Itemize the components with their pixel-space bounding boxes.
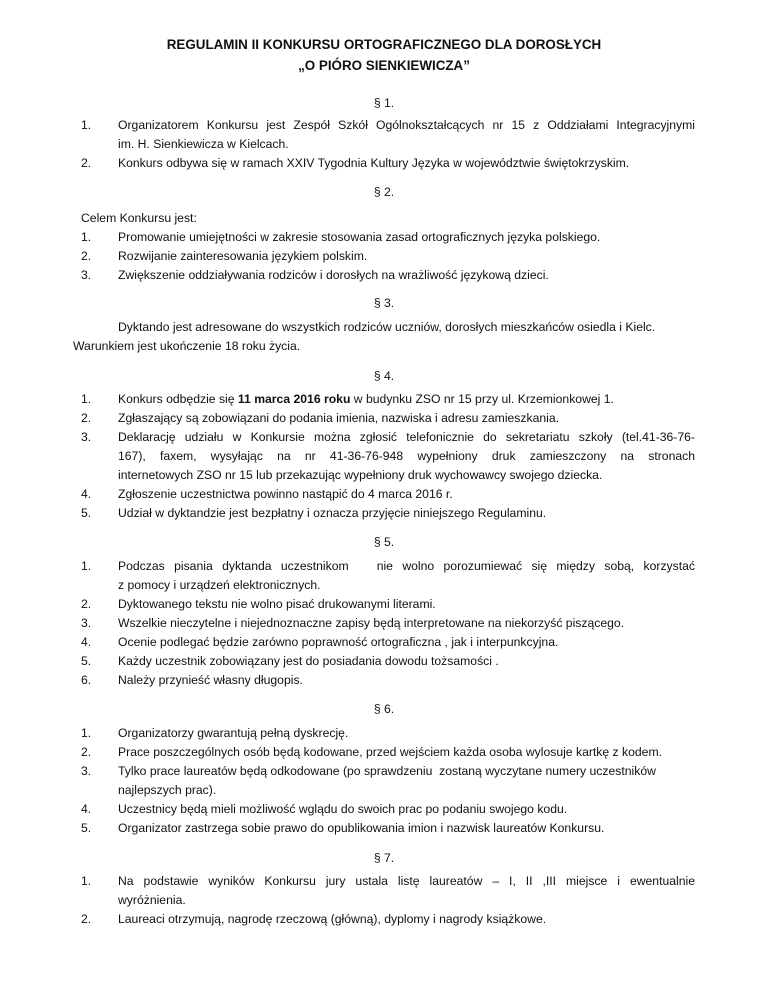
- section-heading-6: § 6.: [373, 702, 395, 716]
- list-number: 6.: [81, 673, 92, 687]
- list-text: Na podstawie wyników Konkursu jury ustala listę laureatów – I, II ,III miejsce i ewentualnie: [118, 874, 695, 888]
- list-number: 2.: [81, 411, 92, 425]
- list-text: Zgłaszający są zobowiązani do podania imienia, nazwiska i adresu zamieszkania.: [118, 411, 560, 425]
- list-text: [118, 390, 695, 409]
- list-number: 2.: [81, 745, 92, 759]
- list-number: 3.: [81, 616, 92, 630]
- list-number: 1.: [81, 874, 92, 888]
- list-number: 4.: [81, 802, 92, 816]
- list-number: 1.: [81, 726, 92, 740]
- list-text: Laureaci otrzymują, nagrodę rzeczową (główną), dyplomy i nagrody książkowe.: [118, 912, 547, 926]
- list-number: 1.: [81, 230, 92, 244]
- list-text: Tylko prace laureatów będą odkodowane (po sprawdzeniu zostaną wyczytane numery uczestników: [118, 764, 656, 778]
- list-text: Podczas pisania dyktanda uczestnikom nie wolno porozumiewać się między sobą, korzystać: [118, 559, 695, 573]
- list-number: 4.: [81, 635, 92, 649]
- list-number: 3.: [81, 764, 92, 778]
- list-text: Wszelkie nieczytelne i niejednoznaczne zapisy będą interpretowane na niekorzyść piszącego.: [118, 616, 625, 630]
- list-text: Prace poszczególnych osób będą kodowane, przed wejściem każda osoba wylosuje kartkę z kodem.: [118, 745, 662, 759]
- list-number: 3.: [81, 430, 92, 444]
- list-number: 2.: [81, 156, 92, 170]
- section-heading-5: § 5.: [373, 535, 395, 549]
- list-number: 1.: [81, 392, 92, 406]
- section-intro: Celem Konkursu jest:: [81, 211, 197, 225]
- paragraph-line: Dyktando jest adresowane do wszystkich rodziców uczniów, dorosłych mieszkańców osiedla i Kielc.: [118, 320, 656, 334]
- document-subtitle: „O PIÓRO SIENKIEWICZA”: [298, 58, 470, 73]
- list-text: Organizatorem Konkursu jest Zespół Szkół Ogólnokształcących nr 15 z Oddziałami Integracyjnymi: [118, 118, 695, 132]
- list-text: z pomocy i urządzeń elektronicznych.: [118, 578, 321, 592]
- paragraph-line: Warunkiem jest ukończenie 18 roku życia.: [73, 339, 301, 353]
- list-text: Udział w dyktandzie jest bezpłatny i oznacza przyjęcie niniejszego Regulaminu.: [118, 506, 547, 520]
- text-run: Konkurs odbędzie się: [118, 392, 238, 406]
- list-text: Promowanie umiejętności w zakresie stosowania zasad ortograficznych języka polskiego.: [118, 230, 601, 244]
- section-heading-2: § 2.: [373, 185, 395, 199]
- list-number: 1.: [81, 118, 92, 132]
- section-heading-7: § 7.: [373, 851, 395, 865]
- list-text: Ocenie podlegać będzie zarówno poprawność ortograficzna , jak i interpunkcyjna.: [118, 635, 559, 649]
- list-text: im. H. Sienkiewicza w Kielcach.: [118, 137, 289, 151]
- list-number: 5.: [81, 654, 92, 668]
- text-run: w budynku ZSO nr 15 przy ul. Krzemionkowej 1.: [350, 392, 614, 406]
- list-text: Każdy uczestnik zobowiązany jest do posiadania dowodu tożsamości .: [118, 654, 499, 668]
- list-text: Rozwijanie zainteresowania językiem polskim.: [118, 249, 368, 263]
- list-text: Zgłoszenie uczestnictwa powinno nastąpić do 4 marca 2016 r.: [118, 487, 453, 501]
- document-title: REGULAMIN II KONKURSU ORTOGRAFICZNEGO DLA DOROSŁYCH: [166, 37, 602, 52]
- list-number: 2.: [81, 249, 92, 263]
- list-number: 5.: [81, 821, 92, 835]
- list-text: Uczestnicy będą mieli możliwość wglądu do swoich prac po podaniu swojego kodu.: [118, 802, 568, 816]
- section-heading-4: § 4.: [373, 369, 395, 383]
- list-number: 2.: [81, 912, 92, 926]
- list-number: 3.: [81, 268, 92, 282]
- list-number: 2.: [81, 597, 92, 611]
- list-text: 167), faxem, wysyłając na nr 41-36-76-948 wypełniony druk zamieszczony na stronach: [118, 449, 695, 463]
- list-text: Dyktowanego tekstu nie wolno pisać drukowanymi literami.: [118, 597, 436, 611]
- event-date: 11 marca 2016 roku: [237, 392, 351, 406]
- list-text: internetowych ZSO nr 15 lub przekazując wypełniony druk wychowawcy swojego dziecka.: [118, 468, 603, 482]
- list-text: wyróżnienia.: [118, 893, 186, 907]
- list-text: Konkurs odbywa się w ramach XXIV Tygodnia Kultury Języka w województwie świętokrzyskim.: [118, 156, 630, 170]
- list-number: 5.: [81, 506, 92, 520]
- list-text: Deklarację udziału w Konkursie można zgłosić telefonicznie do sekretariatu szkoły (tel.41-36-76-: [118, 430, 695, 444]
- list-text: Należy przynieść własny długopis.: [118, 673, 303, 687]
- list-number: 4.: [81, 487, 92, 501]
- section-heading-1: § 1.: [373, 96, 395, 110]
- list-text: Organizatorzy gwarantują pełną dyskrecję.: [118, 726, 349, 740]
- list-number: 1.: [81, 559, 92, 573]
- list-text: Zwiększenie oddziaływania rodziców i dorosłych na wrażliwość językową dzieci.: [118, 268, 549, 282]
- list-text: najlepszych prac).: [118, 783, 217, 797]
- section-heading-3: § 3.: [373, 296, 395, 310]
- list-text: Organizator zastrzega sobie prawo do opublikowania imion i nazwisk laureatów Konkursu.: [118, 821, 605, 835]
